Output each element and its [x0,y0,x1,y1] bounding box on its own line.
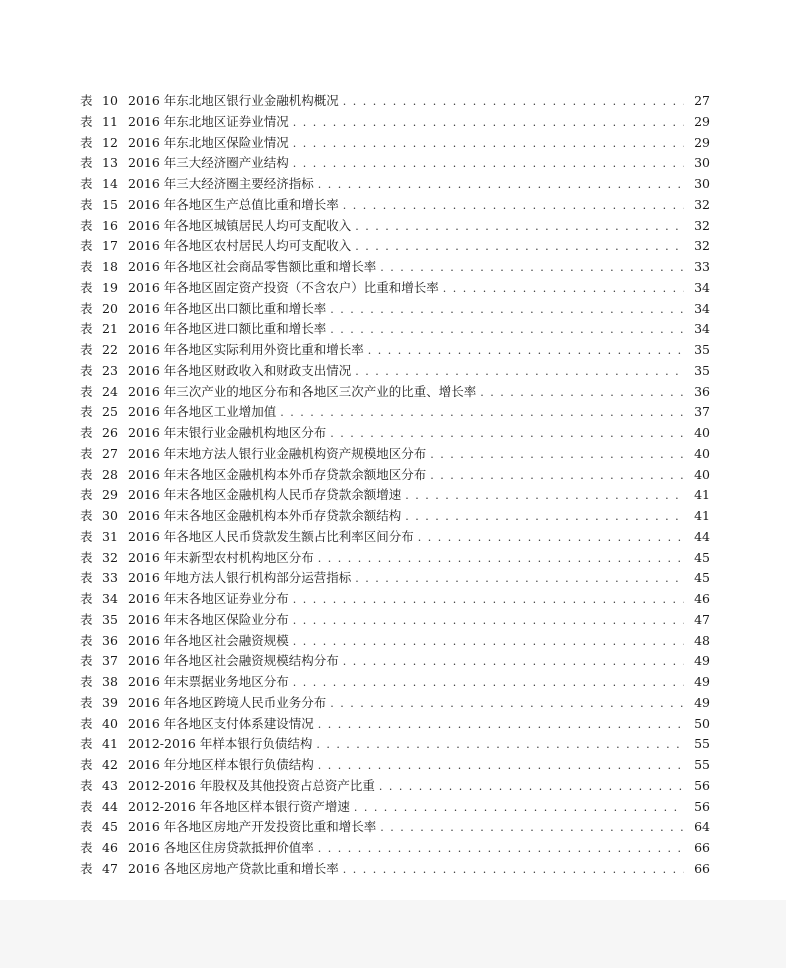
toc-entry-prefix: 表 [80,819,93,835]
toc-entry-prefix: 表 [80,196,93,212]
toc-entry-prefix: 表 [80,93,93,108]
toc-entry[interactable] [80,91,710,112]
toc-entry-dot-leader [430,445,684,466]
toc-entry-number: 42 [102,757,118,772]
toc-entry-number: 45 [102,819,118,835]
toc-entry-title: 2016 年各地区支付体系建设情况 [128,715,314,731]
toc-entry[interactable] [80,776,710,797]
toc-entry-number: 26 [102,425,118,440]
toc-entry-title: 2016 年末新型农村机构地区分布 [128,549,314,565]
toc-entry-title: 2016 年各地区社会商品零售额比重和增长率 [128,259,377,274]
toc-entry[interactable] [80,714,710,735]
toc-entry-page-number: 46 [694,591,710,606]
toc-entry-prefix: 表 [80,425,93,440]
toc-entry-prefix: 表 [80,134,93,150]
toc-entry[interactable] [80,465,710,486]
toc-entry-page-number: 32 [694,238,710,254]
toc-entry[interactable] [80,548,710,569]
toc-entry-page-number: 48 [694,632,710,648]
toc-entry-dot-leader [418,528,684,549]
toc-entry-prefix: 表 [80,840,93,855]
toc-entry-title: 2016 年地方法人银行机构部分运营指标 [128,570,352,586]
toc-entry-number: 36 [102,632,118,648]
toc-entry-number: 20 [102,300,118,316]
toc-entry-number: 34 [102,591,118,606]
toc-entry-number: 44 [102,798,118,814]
toc-entry[interactable] [80,423,710,444]
toc-entry-page-number: 45 [694,570,710,586]
toc-entry-dot-leader [293,134,684,155]
toc-entry[interactable] [80,631,710,652]
toc-entry-number: 41 [102,736,118,752]
toc-entry-page-number: 34 [694,279,710,295]
toc-entry-number: 13 [102,155,118,171]
toc-entry-prefix: 表 [80,632,93,648]
toc-entry-title: 2016 年各地区人民币贷款发生额占比利率区间分布 [128,528,414,544]
toc-entry[interactable] [80,402,710,423]
toc-entry-title: 2016 年各地区农村居民人均可支配收入 [128,238,352,254]
toc-entry-title: 2016 年末各地区证券业分布 [128,591,289,606]
toc-entry-number: 31 [102,528,118,544]
toc-entry-dot-leader [355,362,684,383]
toc-entry-prefix: 表 [80,611,93,627]
toc-entry-page-number: 29 [694,134,710,150]
toc-entry[interactable] [80,112,710,133]
toc-entry-page-number: 66 [694,860,710,876]
toc-entry[interactable] [80,485,710,506]
toc-entry-number: 23 [102,362,118,378]
toc-entry-prefix: 表 [80,694,93,710]
toc-entry-title: 2016 年各地区生产总值比重和增长率 [128,196,339,212]
toc-entry-page-number: 32 [694,217,710,233]
toc-entry-number: 32 [102,549,118,565]
toc-entry-prefix: 表 [80,528,93,544]
toc-entry-page-number: 34 [694,300,710,316]
toc-entry-number: 19 [102,279,118,295]
toc-entry-prefix: 表 [80,259,93,274]
toc-entry-number: 46 [102,840,118,855]
toc-entry-prefix: 表 [80,570,93,586]
toc-entry-number: 22 [102,342,118,357]
toc-entry[interactable] [80,734,710,755]
toc-entry-page-number: 45 [694,549,710,565]
toc-entry[interactable] [80,216,710,237]
toc-entry-page-number: 44 [694,528,710,544]
toc-entry-dot-leader [343,860,684,881]
toc-entry-number: 38 [102,674,118,689]
toc-entry-dot-leader [318,715,684,736]
toc-entry[interactable] [80,859,710,880]
toc-entry-dot-leader [293,590,684,611]
toc-entry-dot-leader [318,756,684,777]
toc-entry[interactable] [80,568,710,589]
toc-entry-title: 2016 年各地区房地产开发投资比重和增长率 [128,819,377,835]
toc-entry[interactable] [80,527,710,548]
toc-entry-title: 2016 各地区房地产贷款比重和增长率 [128,860,339,876]
toc-entry-page-number: 33 [694,259,710,274]
toc-entry[interactable] [80,506,710,527]
toc-entry-prefix: 表 [80,155,93,171]
toc-entry-dot-leader [318,839,684,860]
toc-entry-dot-leader [443,279,684,300]
table-of-tables [80,91,710,880]
toc-entry-number: 30 [102,508,118,523]
toc-entry-number: 24 [102,383,118,399]
toc-entry-page-number: 32 [694,196,710,212]
toc-entry-title: 2016 年分地区样本银行负债结构 [128,757,314,772]
toc-entry-title: 2016 年各地区财政收入和财政支出情况 [128,362,352,378]
toc-entry-dot-leader [343,92,684,113]
toc-entry[interactable] [80,651,710,672]
toc-entry-dot-leader [293,611,684,632]
toc-entry-page-number: 36 [694,383,710,399]
toc-entry-page-number: 41 [694,487,710,503]
toc-entry-title: 2016 年各地区工业增加值 [128,404,277,420]
toc-entry-title: 2016 年末票据业务地区分布 [128,674,289,689]
toc-entry-title: 2016 年末地方法人银行业金融机构资产规模地区分布 [128,445,427,461]
toc-entry-number: 12 [102,134,118,150]
toc-entry-dot-leader [293,632,684,653]
toc-entry[interactable] [80,797,710,818]
toc-entry[interactable] [80,174,710,195]
toc-entry-page-number: 29 [694,113,710,129]
toc-entry-dot-leader [343,196,684,217]
toc-entry[interactable] [80,610,710,631]
toc-entry-title: 2016 各地区住房贷款抵押价值率 [128,840,314,855]
toc-entry-prefix: 表 [80,113,93,129]
toc-entry[interactable] [80,340,710,361]
toc-entry-page-number: 34 [694,321,710,337]
toc-entry-dot-leader [318,549,684,570]
toc-entry[interactable] [80,361,710,382]
toc-entry-dot-leader [318,175,684,196]
toc-entry-prefix: 表 [80,777,93,793]
toc-entry[interactable] [80,838,710,859]
toc-entry-prefix: 表 [80,342,93,357]
toc-entry[interactable] [80,236,710,257]
toc-entry-number: 17 [102,238,118,254]
toc-entry-dot-leader [330,320,684,341]
toc-entry-title: 2016 年末各地区金融机构本外币存贷款余额结构 [128,508,402,523]
toc-entry-prefix: 表 [80,176,93,191]
toc-entry[interactable] [80,319,710,340]
toc-entry-title: 2016 年各地区进口额比重和增长率 [128,321,327,337]
toc-entry-title: 2016 年末各地区保险业分布 [128,611,289,627]
toc-entry-number: 16 [102,217,118,233]
toc-entry[interactable] [80,257,710,278]
toc-entry-prefix: 表 [80,653,93,669]
toc-entry-title: 2012-2016 年样本银行负债结构 [128,736,313,752]
toc-entry-prefix: 表 [80,487,93,503]
toc-entry-page-number: 49 [694,674,710,689]
toc-entry-page-number: 55 [694,736,710,752]
toc-entry-number: 35 [102,611,118,627]
toc-entry-number: 15 [102,196,118,212]
toc-entry-prefix: 表 [80,508,93,523]
toc-entry-title: 2016 年各地区城镇居民人均可支配收入 [128,217,352,233]
toc-entry-dot-leader [293,113,684,134]
toc-entry-title: 2012-2016 年股权及其他投资占总资产比重 [128,777,375,793]
toc-entry-number: 18 [102,259,118,274]
toc-entry-title: 2016 年末银行业金融机构地区分布 [128,425,327,440]
toc-entry-number: 21 [102,321,118,337]
toc-entry-page-number: 40 [694,445,710,461]
toc-entry-page-number: 30 [694,155,710,171]
toc-entry-dot-leader [355,217,684,238]
toc-entry-dot-leader [330,424,684,445]
toc-entry-number: 11 [102,113,118,129]
toc-entry-title: 2016 年三大经济圈主要经济指标 [128,176,314,191]
toc-entry-dot-leader [380,818,684,839]
toc-entry-number: 37 [102,653,118,669]
toc-entry-page-number: 49 [694,694,710,710]
toc-entry-page-number: 50 [694,715,710,731]
toc-entry-title: 2012-2016 年各地区样本银行资产增速 [128,798,350,814]
toc-entry-page-number: 47 [694,611,710,627]
toc-entry-dot-leader [380,258,684,279]
toc-entry-dot-leader [354,798,684,819]
toc-entry-dot-leader [355,237,684,258]
toc-entry-prefix: 表 [80,798,93,814]
toc-entry[interactable] [80,693,710,714]
toc-entry-prefix: 表 [80,549,93,565]
toc-entry[interactable] [80,817,710,838]
toc-entry-dot-leader [430,466,684,487]
toc-entry[interactable] [80,195,710,216]
toc-entry-page-number: 56 [694,798,710,814]
toc-entry-page-number: 35 [694,362,710,378]
toc-entry-dot-leader [280,403,684,424]
toc-entry-number: 14 [102,176,118,191]
toc-entry-title: 2016 年各地区实际利用外资比重和增长率 [128,342,364,357]
toc-entry-prefix: 表 [80,404,93,420]
toc-entry[interactable] [80,444,710,465]
toc-entry-title: 2016 年各地区跨境人民币业务分布 [128,694,327,710]
toc-entry-number: 39 [102,694,118,710]
toc-entry[interactable] [80,299,710,320]
toc-entry-prefix: 表 [80,757,93,772]
toc-entry-title: 2016 年各地区出口额比重和增长率 [128,300,327,316]
toc-entry-dot-leader [379,777,684,798]
toc-entry-title: 2016 年东北地区银行业金融机构概况 [128,93,339,108]
toc-entry-title: 2016 年各地区社会融资规模结构分布 [128,653,339,669]
toc-entry-dot-leader [480,383,684,404]
toc-entry-dot-leader [343,652,684,673]
toc-entry-dot-leader [316,735,684,756]
toc-entry[interactable] [80,278,710,299]
toc-entry-dot-leader [330,694,684,715]
page-bottom-margin [0,900,786,968]
toc-entry-title: 2016 年末各地区金融机构本外币存贷款余额地区分布 [128,466,427,482]
toc-entry-page-number: 37 [694,404,710,420]
toc-entry-prefix: 表 [80,300,93,316]
toc-entry-dot-leader [405,507,684,528]
toc-entry-prefix: 表 [80,238,93,254]
toc-entry-prefix: 表 [80,674,93,689]
toc-entry-page-number: 35 [694,342,710,357]
toc-entry-prefix: 表 [80,362,93,378]
toc-entry-prefix: 表 [80,321,93,337]
toc-entry-number: 10 [102,93,118,108]
toc-entry[interactable] [80,382,710,403]
toc-entry-page-number: 56 [694,777,710,793]
toc-entry[interactable] [80,589,710,610]
toc-entry-number: 40 [102,715,118,731]
toc-entry-prefix: 表 [80,217,93,233]
toc-entry-dot-leader [330,300,684,321]
toc-entry-prefix: 表 [80,860,93,876]
toc-entry-title: 2016 年各地区社会融资规模 [128,632,289,648]
toc-entry-number: 43 [102,777,118,793]
toc-entry-number: 47 [102,860,118,876]
toc-entry-title: 2016 年东北地区证券业情况 [128,113,289,129]
toc-entry-number: 28 [102,466,118,482]
toc-entry-number: 29 [102,487,118,503]
toc-entry-dot-leader [368,341,684,362]
toc-entry-prefix: 表 [80,445,93,461]
toc-entry-title: 2016 年东北地区保险业情况 [128,134,289,150]
toc-entry-prefix: 表 [80,466,93,482]
toc-entry[interactable] [80,153,710,174]
toc-entry-title: 2016 年各地区固定资产投资（不含农户）比重和增长率 [128,279,439,295]
toc-entry-page-number: 27 [694,93,710,108]
toc-entry-number: 25 [102,404,118,420]
toc-entry-number: 33 [102,570,118,586]
toc-entry-page-number: 40 [694,466,710,482]
toc-entry-prefix: 表 [80,279,93,295]
toc-entry-page-number: 49 [694,653,710,669]
toc-entry-dot-leader [293,673,684,694]
toc-entry-dot-leader [405,486,684,507]
toc-entry-dot-leader [293,154,684,175]
toc-entry-page-number: 66 [694,840,710,855]
toc-entry-number: 27 [102,445,118,461]
toc-entry-page-number: 40 [694,425,710,440]
toc-entry-prefix: 表 [80,736,93,752]
toc-entry-dot-leader [355,569,684,590]
toc-entry[interactable] [80,755,710,776]
toc-entry-page-number: 30 [694,176,710,191]
toc-entry-page-number: 41 [694,508,710,523]
toc-entry-prefix: 表 [80,591,93,606]
toc-entry-prefix: 表 [80,383,93,399]
toc-entry[interactable] [80,672,710,693]
toc-entry-page-number: 55 [694,757,710,772]
toc-entry[interactable] [80,133,710,154]
toc-entry-title: 2016 年末各地区金融机构人民币存贷款余额增速 [128,487,402,503]
toc-entry-title: 2016 年三次产业的地区分布和各地区三次产业的比重、增长率 [128,383,477,399]
toc-entry-page-number: 64 [694,819,710,835]
toc-entry-prefix: 表 [80,715,93,731]
toc-entry-title: 2016 年三大经济圈产业结构 [128,155,289,171]
